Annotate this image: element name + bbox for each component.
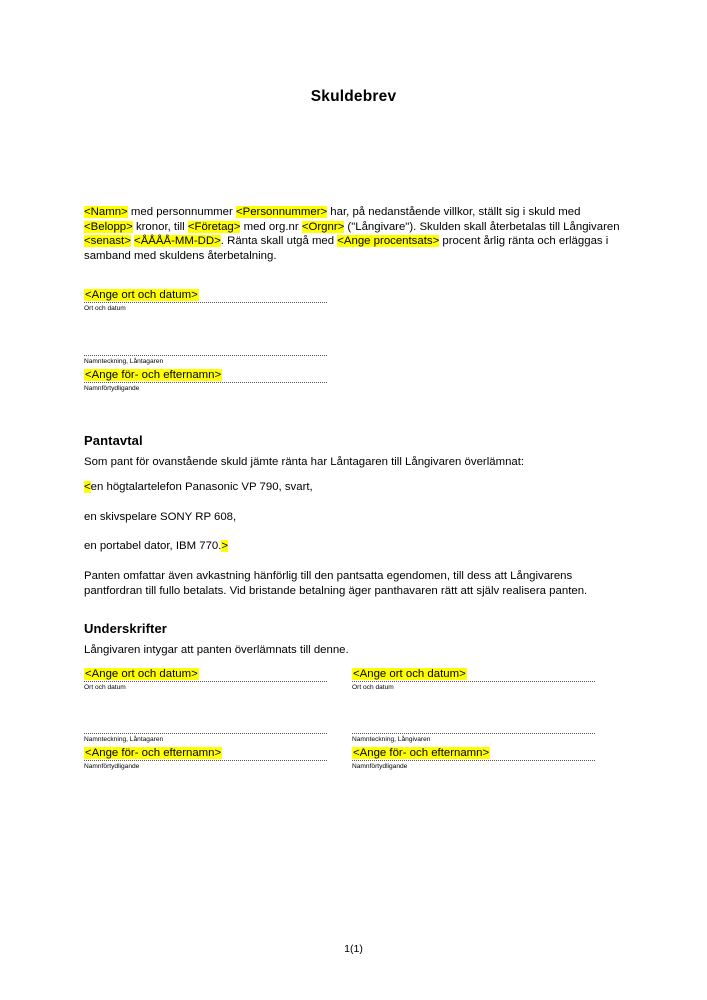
top-name-placeholder-line: [84, 366, 327, 382]
placeholder-for-och-efternamn-top[interactable]: <Ange för- och efternamn>: [85, 369, 222, 381]
caption-namnfortydligande-borrower: Namnförtydligande: [84, 763, 140, 770]
placeholder-senast[interactable]: <senast>: [84, 235, 131, 247]
intro-text-7: . Ränta skall utgå med: [220, 235, 338, 247]
placeholder-for-och-efternamn-borrower[interactable]: <Ange för- och efternamn>: [85, 747, 222, 759]
lender-place-date-placeholder-line: [352, 668, 595, 681]
placeholder-orgnr[interactable]: <Orgnr>: [301, 220, 345, 233]
placeholder-personnummer[interactable]: <Personnummer>: [235, 206, 328, 218]
top-place-date-placeholder-line: [84, 289, 327, 302]
intro-text-2: har, på nedanstående villkor, ställt sig i skuld med: [327, 206, 581, 218]
borrower-name-placeholder-line: [84, 744, 327, 760]
caption-ort-och-datum-top: Ort och datum: [84, 305, 126, 312]
placeholder-namn[interactable]: <Namn>: [84, 206, 128, 218]
caption-namnteckning-borrower: Namnteckning, Låntagaren: [84, 736, 164, 743]
intro-text-8: procent årlig ränta och erläggas i samband med skuldens återbetalning.: [84, 235, 609, 262]
signature-block-lender-name: [352, 733, 595, 771]
pledge-item-3-text: en portabel dator, IBM 770.: [84, 540, 222, 552]
placeholder-ort-och-datum-borrower[interactable]: <Ange ort och datum>: [85, 668, 198, 680]
signature-block-borrower-place-date: [84, 668, 327, 692]
caption-ort-och-datum-borrower: Ort och datum: [84, 684, 126, 691]
intro-paragraph: [84, 205, 624, 263]
placeholder-ort-och-datum-top[interactable]: <Ange ort och datum>: [85, 289, 198, 301]
placeholder-belopp[interactable]: <Belopp>: [84, 220, 133, 233]
underskrifter-intro: Långivaren intygar att panten överlämnats till denne.: [84, 644, 349, 656]
pantavtal-intro: Som pant för ovanstående skuld jämte ränta har Låntagaren till Långivaren överlämnat:: [84, 456, 525, 468]
caption-namnteckning-top: Namnteckning, Låntagaren: [84, 358, 164, 365]
placeholder-procentsats[interactable]: <Ange procentsats>: [337, 235, 440, 247]
placeholder-for-och-efternamn-lender[interactable]: <Ange för- och efternamn>: [353, 747, 490, 759]
page-number: 1(1): [344, 943, 363, 955]
borrower-place-date-placeholder-line: [84, 668, 327, 681]
pledge-item-1: [84, 480, 624, 495]
bracket-open-icon: <: [84, 481, 91, 493]
pledge-item-1-text: en högtalartelefon Panasonic VP 790, svart,: [90, 481, 313, 493]
signature-block-lender-place-date: [352, 668, 595, 692]
signature-block-top-name: [84, 355, 327, 393]
pantavtal-outro: Panten omfattar även avkastning hänförlig till den pantsatta egendomen, till dess att Långivarens pantfordran till fullo betalats. Vid bristande betalning äger panthavaren rätt att själv realisera panten.: [84, 570, 588, 597]
intro-text-3: kronor, till: [132, 220, 188, 233]
bracket-close-icon: >: [221, 540, 229, 552]
pledge-item-2: [84, 510, 624, 525]
placeholder-ort-och-datum-lender[interactable]: <Ange ort och datum>: [353, 668, 466, 680]
signature-block-borrower-name: [84, 733, 327, 771]
lender-name-placeholder-line: [352, 744, 595, 760]
pledge-item-2-text: en skivspelare SONY RP 608,: [84, 511, 237, 523]
intro-text-5: ("Långivare"). Skulden skall återbetalas till Långivaren: [344, 220, 620, 233]
placeholder-foretag[interactable]: <Företag>: [187, 220, 241, 233]
caption-namnfortydligande-top: Namnförtydligande: [84, 385, 140, 392]
intro-text-4: med org.nr: [240, 220, 302, 233]
heading-pantavtal: Pantavtal: [84, 433, 143, 448]
pledge-item-3: [84, 539, 624, 554]
signature-block-top-place-date: [84, 289, 327, 313]
caption-namnteckning-lender: Namnteckning, Långivaren: [352, 736, 431, 743]
intro-text-1: med personnummer: [127, 206, 236, 218]
page-title: Skuldebrev: [310, 88, 397, 105]
heading-underskrifter: Underskrifter: [84, 621, 167, 636]
caption-namnfortydligande-lender: Namnförtydligande: [352, 763, 408, 770]
caption-ort-och-datum-lender: Ort och datum: [352, 684, 394, 691]
placeholder-datum[interactable]: <ÅÅÅÅ-MM-DD>: [134, 235, 221, 247]
